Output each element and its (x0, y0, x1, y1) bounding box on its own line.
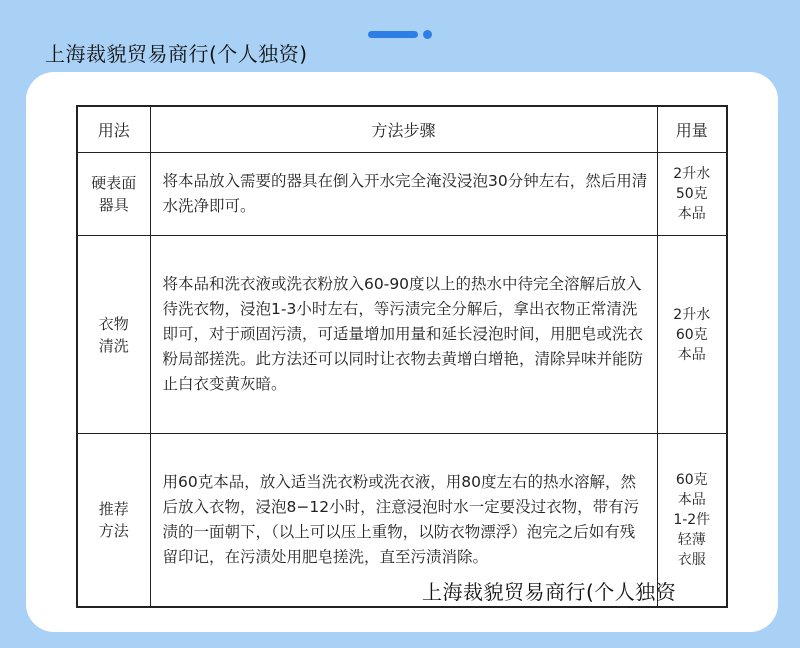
row-use-label: 衣物 清洗 (77, 236, 150, 434)
watermark-bottom: 上海裁貌贸易商行(个人独资 (422, 580, 677, 604)
row-use-label: 推荐 方法 (77, 434, 150, 608)
page-indicator-dot (423, 30, 432, 39)
table-row (77, 236, 727, 434)
row-steps-text: 用60克本品，放入适当洗衣粉或洗衣液，用80度左右的热水溶解，然后放入衣物，浸泡8−12小时，注意浸泡时水一定要没过衣物，带有污渍的一面朝下，（以上可以压上重物，以防衣物漂浮）泡完之后如有残留印记，在污渍处用肥皂搓洗，直至污渍消除。 (150, 434, 657, 608)
header-amount: 用量 (657, 106, 727, 153)
row-amount: 2升水 50克 本品 (657, 153, 727, 236)
row-amount: 60克 本品 1-2件 轻薄 衣服 (657, 434, 727, 608)
header-steps: 方法步骤 (150, 106, 657, 153)
row-use-label: 硬表面 器具 (77, 153, 150, 236)
row-steps-text: 将本品放入需要的器具在倒入开水完全淹没浸泡30分钟左右，然后用清水洗净即可。 (150, 153, 657, 236)
row-amount: 2升水 60克 本品 (657, 236, 727, 434)
watermark-top: 上海裁貌贸易商行(个人独资) (45, 42, 308, 66)
table-header-row (77, 106, 727, 153)
page-indicator-active (368, 31, 418, 38)
table-row (77, 153, 727, 236)
row-steps-text: 将本品和洗衣液或洗衣粉放入60-90度以上的热水中待完全溶解后放入待洗衣物，浸泡1-3小时左右，等污渍完全分解后，拿出衣物正常清洗即可，对于顽固污渍，可适量增加用量和延长浸泡时间，用肥皂或洗衣粉局部搓洗。此方法还可以同时让衣物去黄增白增艳，清除异味并能防止白衣变黄灰暗。 (150, 236, 657, 434)
usage-methods-table (76, 105, 728, 608)
header-use: 用法 (77, 106, 150, 153)
